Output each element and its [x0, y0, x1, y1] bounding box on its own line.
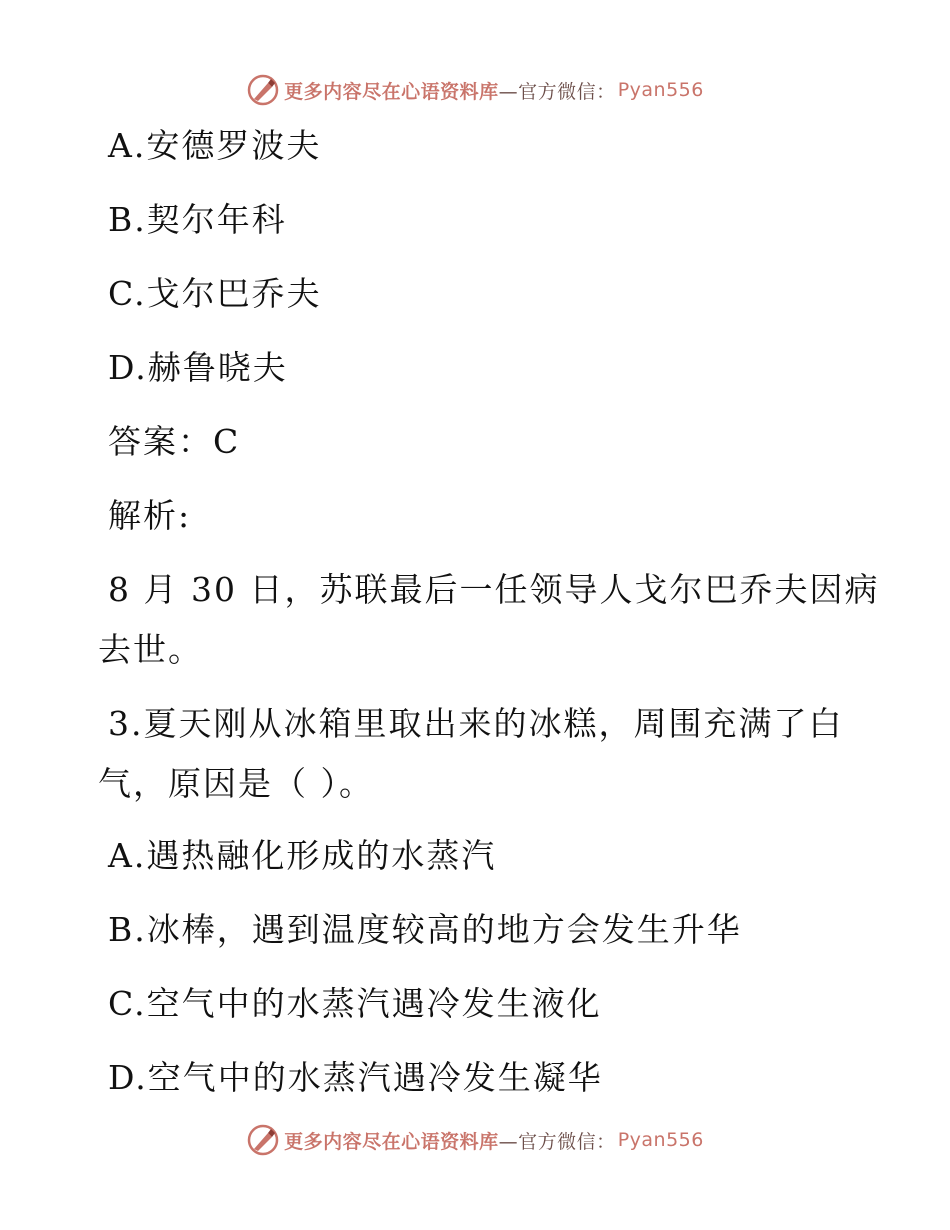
- watermark-wechat-id: Pyan556: [617, 1129, 704, 1151]
- analysis-line-2: 去世。: [98, 630, 203, 669]
- question-3-option-a: A.遇热融化形成的水蒸汽: [108, 836, 497, 875]
- prev-option-a: A.安德罗波夫: [108, 126, 322, 165]
- analysis-label: 解析:: [108, 496, 192, 535]
- header-watermark: [0, 70, 950, 110]
- watermark-wechat-text: —官方微信：: [498, 80, 616, 103]
- watermark-main-text: 更多内容尽在心语资料库: [284, 80, 499, 103]
- prev-option-c: C.戈尔巴乔夫: [108, 274, 322, 313]
- watermark-wechat-id: Pyan556: [617, 79, 704, 101]
- footer-watermark: [0, 1120, 950, 1160]
- watermark-wechat-text: —官方微信：: [498, 1130, 616, 1153]
- pen-seal-icon: [246, 73, 280, 107]
- watermark-main-text: 更多内容尽在心语资料库: [284, 1130, 499, 1153]
- question-3-stem-line-1: 3.夏天刚从冰箱里取出来的冰糕，周围充满了白: [108, 704, 844, 743]
- prev-option-b: B.契尔年科: [108, 200, 287, 239]
- question-3-option-c: C.空气中的水蒸汽遇冷发生液化: [108, 984, 602, 1023]
- question-3-option-d: D.空气中的水蒸汽遇冷发生凝华: [108, 1058, 603, 1097]
- question-3-stem-line-2: 气，原因是（ ）。: [98, 764, 374, 803]
- question-3-option-b: B.冰棒，遇到温度较高的地方会发生升华: [108, 910, 742, 949]
- analysis-line-1: 8 月 30 日，苏联最后一任领导人戈尔巴乔夫因病: [108, 570, 880, 609]
- pen-seal-icon: [246, 1123, 280, 1157]
- prev-option-d: D.赫鲁晓夫: [108, 348, 288, 387]
- answer-line: 答案：C: [108, 422, 241, 461]
